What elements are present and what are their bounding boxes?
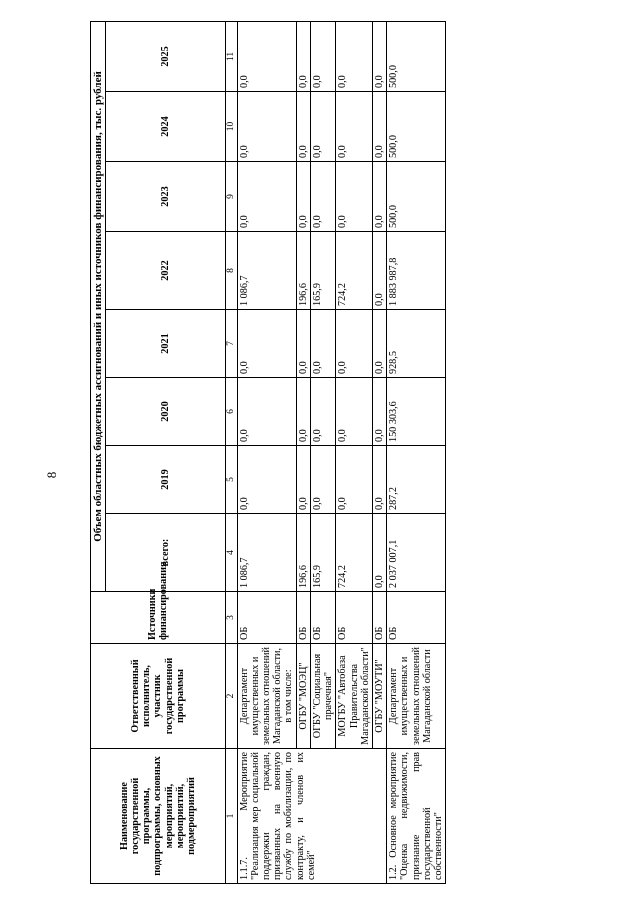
row-executor: ОГБУ "Социальная прачечная" (310, 644, 335, 749)
row-value: 0,0 (310, 92, 335, 162)
row-value: 1 086,7 (237, 514, 296, 592)
row-value: 0,0 (310, 162, 335, 232)
header-year: 2023 (106, 162, 226, 232)
row-value: 0,0 (296, 310, 310, 378)
row-source: ОБ (310, 592, 335, 644)
header-year: 2024 (106, 92, 226, 162)
row-value: 2 037 007,1 (387, 514, 446, 592)
row-value: 0,0 (372, 378, 386, 446)
funding-table (90, 21, 446, 884)
row-value: 0,0 (237, 310, 296, 378)
header-year: 2025 (106, 21, 226, 91)
rotated-page (90, 22, 610, 884)
row-value: 0,0 (237, 378, 296, 446)
header-row-1 (91, 21, 106, 883)
header-executor: Ответственный исполнитель, участник государственной программы (91, 644, 226, 749)
row-value: 0,0 (372, 162, 386, 232)
row-value: 0,0 (310, 446, 335, 514)
row-value: 0,0 (237, 162, 296, 232)
row-executor: ОГБУ "МОЭЦ" (296, 644, 310, 749)
row-value: 0,0 (310, 378, 335, 446)
row-source: ОБ (372, 592, 386, 644)
column-number: 9 (226, 162, 237, 232)
header-year: 2019 (106, 446, 226, 514)
column-number: 5 (226, 446, 237, 514)
row-value: 500,0 (387, 21, 446, 91)
row-value: 1 086,7 (237, 232, 296, 310)
row-value: 0,0 (237, 21, 296, 91)
row-value: 724,2 (336, 514, 373, 592)
column-number: 2 (226, 644, 237, 749)
column-number: 6 (226, 378, 237, 446)
column-number-row (226, 21, 237, 883)
row-value: 0,0 (296, 92, 310, 162)
row-value: 724,2 (336, 232, 373, 310)
row-value: 0,0 (296, 162, 310, 232)
row-value: 500,0 (387, 92, 446, 162)
row-value: 0,0 (336, 310, 373, 378)
row-value: 0,0 (237, 92, 296, 162)
row-value: 0,0 (296, 21, 310, 91)
row-value: 0,0 (372, 232, 386, 310)
row-value: 196,6 (296, 514, 310, 592)
row-value: 0,0 (296, 446, 310, 514)
row-value: 0,0 (310, 21, 335, 91)
row-source: ОБ (296, 592, 310, 644)
column-number: 4 (226, 514, 237, 592)
row-executor: Департамент имущественных и земельных отношений Магаданской области, в том числе: (237, 644, 296, 749)
row-value: 0,0 (372, 21, 386, 91)
row-executor: Департамент имущественных и земельных отношений Магаданской области (387, 644, 446, 749)
row-value: 0,0 (336, 21, 373, 91)
header-year: 2020 (106, 378, 226, 446)
header-funding: Объем областных бюджетных ассигнований и иных источников финансирования, тыс. рублей (91, 21, 106, 591)
row-source: ОБ (387, 592, 446, 644)
header-total: всего: (106, 514, 226, 592)
row-value: 0,0 (372, 514, 386, 592)
row-executor: МОГБУ "Автобаза Правительства Магаданской области" (336, 644, 373, 749)
row-name: 1.1.7. Мероприятие "Реализация мер социальной поддержки граждан, призванных на военную службу по мобилизации, по контракту, и членов их семей" (237, 749, 387, 884)
column-number: 11 (226, 21, 237, 91)
row-value: 165,9 (310, 514, 335, 592)
row-value: 165,9 (310, 232, 335, 310)
row-value: 0,0 (372, 310, 386, 378)
row-value: 287,2 (387, 446, 446, 514)
column-number: 3 (226, 592, 237, 644)
column-number: 10 (226, 92, 237, 162)
row-value: 928,5 (387, 310, 446, 378)
table-row (237, 21, 296, 883)
row-value: 0,0 (372, 92, 386, 162)
column-number: 8 (226, 232, 237, 310)
row-value: 500,0 (387, 162, 446, 232)
row-value: 1 883 987,8 (387, 232, 446, 310)
header-name: Наименование государственной программы, подпрограммы, основных мероприятий, мероприятий, подмероприятий (91, 749, 226, 884)
row-value: 0,0 (336, 162, 373, 232)
column-number: 7 (226, 310, 237, 378)
row-value: 0,0 (336, 446, 373, 514)
header-source: Источники финансирования (91, 592, 226, 644)
row-source: ОБ (237, 592, 296, 644)
header-year: 2022 (106, 232, 226, 310)
row-value: 0,0 (237, 446, 296, 514)
row-executor: ОГБУ "МОУТИ" (372, 644, 386, 749)
row-value: 0,0 (336, 92, 373, 162)
row-source: ОБ (336, 592, 373, 644)
row-value: 0,0 (372, 446, 386, 514)
column-number: 1 (226, 749, 237, 884)
header-year: 2021 (106, 310, 226, 378)
row-name: 1.2. Основное мероприятие "Оценка недвижимости, признание прав государственной собственности" (387, 749, 446, 884)
row-value: 196,6 (296, 232, 310, 310)
page-number: 8 (44, 471, 59, 479)
row-value: 0,0 (296, 378, 310, 446)
table-row (387, 21, 446, 883)
row-value: 0,0 (336, 378, 373, 446)
row-value: 0,0 (310, 310, 335, 378)
row-value: 150 303,6 (387, 378, 446, 446)
